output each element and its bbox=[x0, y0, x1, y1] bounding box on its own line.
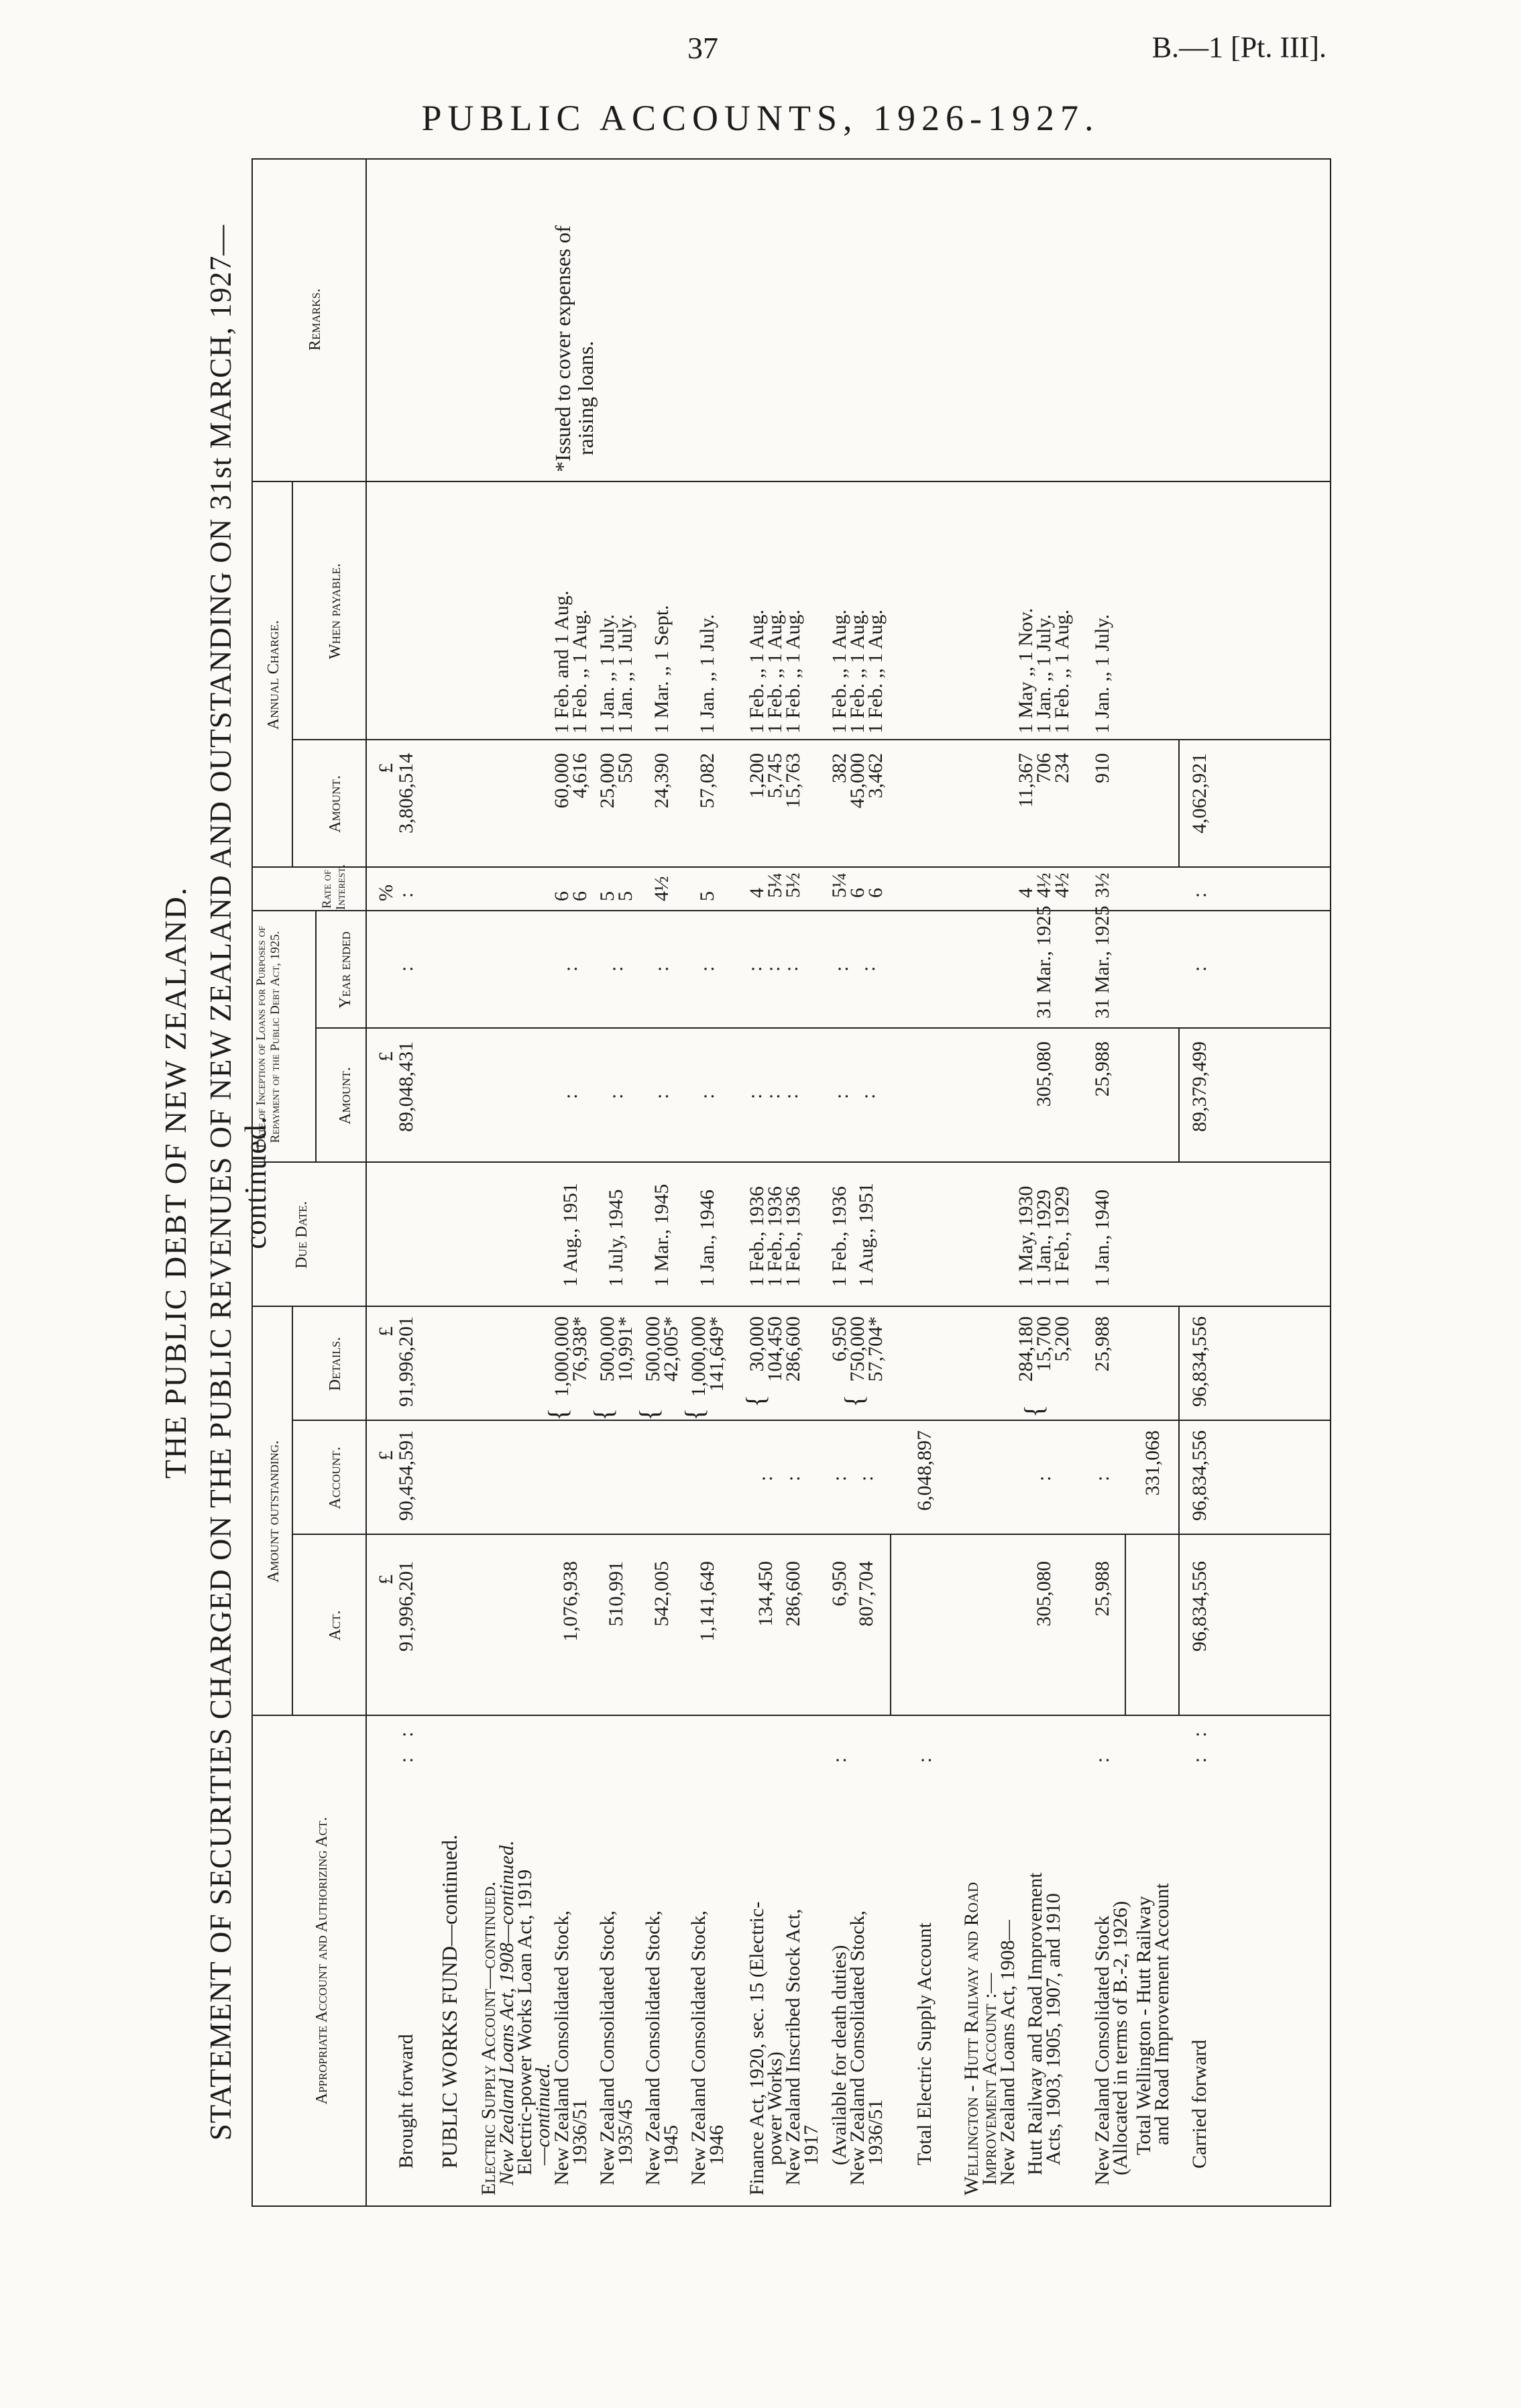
header-inception: Date of Inception of Loans for Purposes of Repayment of the Public Debt Act, 1925. bbox=[254, 925, 282, 1149]
header-due-date: Due Date. bbox=[293, 1201, 311, 1269]
bf-details: 91,996,201 bbox=[395, 1316, 417, 1407]
finance-detail: 286,600 bbox=[782, 1316, 804, 1382]
stock-inc: : bbox=[605, 1093, 627, 1099]
stock-charge: 24,390 bbox=[651, 753, 673, 809]
stock-due: 1 Jan., 1946 bbox=[696, 1190, 718, 1287]
stock-rate: 5 bbox=[596, 891, 618, 901]
finance-act: 134,450 bbox=[754, 1561, 777, 1627]
hutt-charge: 11,367 bbox=[1015, 753, 1037, 808]
death-duties-charge: 45,000 bbox=[846, 753, 868, 809]
stock-rate: 5 bbox=[696, 891, 718, 901]
consol-label: (Allocated in terms of B.-2, 1926) bbox=[1109, 1900, 1131, 2175]
hutt-charge: 706 bbox=[1033, 753, 1055, 783]
public-works-heading: PUBLIC WORKS FUND—continued. bbox=[437, 1834, 461, 2169]
hutt-when: 1 Feb. ,, 1 Aug. bbox=[1051, 609, 1073, 734]
death-duties-detail: 750,000 bbox=[846, 1316, 868, 1382]
stock-detail: 76,938* bbox=[569, 1316, 591, 1382]
hutt-detail: 5,200 bbox=[1051, 1316, 1073, 1362]
unit-act: £ bbox=[375, 1574, 397, 1585]
death-duties-charge: 3,462 bbox=[864, 753, 887, 799]
stock-label: New Zealand Consolidated Stock, bbox=[551, 1910, 573, 2185]
statement-subtitle: STATEMENT OF SECURITIES CHARGED ON THE PUBLIC REVENUES OF NEW ZEALAND AND OUTSTANDING ON 31st MARCH, 1927—continued. bbox=[204, 224, 272, 2141]
consol-label: New Zealand Consolidated Stock bbox=[1091, 1915, 1113, 2185]
header-details-col: Details. bbox=[327, 1336, 344, 1391]
finance-act: 286,600 bbox=[782, 1561, 804, 1627]
hutt-rate: 4½ bbox=[1051, 872, 1073, 898]
epw-cont: —continued. bbox=[532, 2063, 554, 2165]
inscribed-stock-label: 1917 bbox=[800, 2125, 822, 2165]
rotated-statement bbox=[151, 158, 1331, 2207]
bf-inc-amount: 89,048,431 bbox=[395, 1041, 417, 1132]
header-charge-amount: Amount. bbox=[327, 775, 344, 833]
finance-due: 1 Feb., 1936 bbox=[764, 1186, 786, 1287]
death-duties-rate: 6 bbox=[864, 888, 887, 898]
death-duties-due: 1 Aug., 1951 bbox=[855, 1182, 877, 1287]
stock-rate: 6 bbox=[569, 891, 591, 901]
hutt-due: 1 May, 1930 bbox=[1015, 1186, 1037, 1287]
unit-details: £ bbox=[375, 1326, 397, 1336]
stock-charge: 25,000 bbox=[596, 753, 618, 809]
stock-act: 1,076,938 bbox=[559, 1561, 581, 1642]
death-duties-rate: 6 bbox=[846, 888, 868, 898]
cf-details: 96,834,556 bbox=[1188, 1316, 1210, 1407]
consol-inc-year: 31 Mar., 1925 bbox=[1091, 905, 1113, 1019]
consol-when: 1 Jan. ,, 1 July. bbox=[1091, 614, 1113, 734]
total-electric-account: 6,048,897 bbox=[913, 1430, 936, 1511]
stock-charge: 4,616 bbox=[569, 753, 591, 799]
stock-charge: 550 bbox=[614, 753, 636, 783]
hutt-detail: 284,180 bbox=[1015, 1316, 1037, 1382]
unit-rate: % bbox=[375, 884, 397, 901]
carried-forward-label: Carried forward bbox=[1188, 2039, 1210, 2169]
stock-charge: 57,082 bbox=[696, 753, 718, 809]
stock-detail: 500,000 bbox=[596, 1316, 618, 1382]
finance-due: 1 Feb., 1936 bbox=[746, 1186, 768, 1287]
bf-rate: : bbox=[395, 892, 417, 898]
stock-label: New Zealand Consolidated Stock, bbox=[596, 1910, 618, 2185]
sheet-code: B.—1 [Pt. III]. bbox=[1151, 31, 1327, 64]
hutt-act: 305,080 bbox=[1033, 1561, 1055, 1627]
stock-year: 1946 bbox=[706, 2125, 728, 2165]
death-duties-when: 1 Feb. ,, 1 Aug. bbox=[864, 609, 887, 734]
finance-charge: 15,763 bbox=[782, 753, 804, 809]
bf-charge: 3,806,514 bbox=[395, 753, 417, 834]
remarks-note: *Issued to cover expenses of bbox=[551, 225, 575, 472]
consol-inc-amount: 25,988 bbox=[1091, 1041, 1113, 1097]
death-duties-detail: 6,950 bbox=[828, 1316, 850, 1362]
header-act-col: Act. bbox=[327, 1610, 344, 1641]
stock-when: 1 Jan. ,, 1 July. bbox=[596, 614, 618, 734]
stock-due: 1 Mar., 1945 bbox=[651, 1184, 673, 1287]
stock-year: 1935/45 bbox=[614, 2099, 636, 2165]
stock-year-ended: : bbox=[605, 966, 627, 972]
total-wellington-label: Total Wellington - Hutt Railway bbox=[1133, 1896, 1155, 2155]
death-duties-rate: 5¼ bbox=[828, 872, 850, 898]
epw-act: Electric-power Works Loan Act, 1919 bbox=[514, 1869, 536, 2175]
finance-charge: 5,745 bbox=[764, 753, 786, 799]
cf-inc-year: : bbox=[1188, 966, 1210, 972]
remarks-note: raising loans. bbox=[573, 341, 598, 455]
consol-act: 25,988 bbox=[1091, 1561, 1113, 1617]
hutt-rate: 4½ bbox=[1033, 872, 1055, 898]
finance-rate: 5¼ bbox=[764, 872, 786, 898]
stock-due: 1 Aug., 1951 bbox=[559, 1182, 581, 1287]
death-duties-label: (Available for death duties) bbox=[828, 1945, 850, 2165]
finance-when: 1 Feb. ,, 1 Aug. bbox=[782, 609, 804, 734]
stock-charge: 60,000 bbox=[551, 753, 573, 809]
cf-account: 96,834,556 bbox=[1188, 1430, 1210, 1521]
finance-rate: 5½ bbox=[782, 872, 804, 898]
stock-when: 1 Feb. ,, 1 Aug. bbox=[569, 609, 591, 734]
wellington-heading: Improvement Account :— bbox=[978, 1973, 1001, 2185]
page-heading: PUBLIC ACCOUNTS, 1926-1927. bbox=[421, 98, 1100, 138]
hutt-when: 1 Jan. ,, 1 July. bbox=[1033, 614, 1055, 734]
stock-year-ended: : bbox=[559, 966, 581, 972]
bf-inc-year: : bbox=[395, 966, 417, 972]
death-duties-year: 1936/51 bbox=[864, 2099, 887, 2165]
hutt-charge: 234 bbox=[1051, 753, 1073, 783]
finance-charge: 1,200 bbox=[746, 753, 768, 799]
consol-charge: 910 bbox=[1091, 753, 1113, 783]
stock-rate: 6 bbox=[551, 891, 573, 901]
header-rate: Rate of Interest. bbox=[320, 864, 348, 910]
hutt-due: 1 Feb., 1929 bbox=[1051, 1186, 1073, 1287]
stock-act: 542,005 bbox=[651, 1561, 673, 1627]
death-duties-when: 1 Feb. ,, 1 Aug. bbox=[846, 609, 868, 734]
cf-rate: : bbox=[1188, 892, 1210, 898]
header-act: Appropriate Account and Authorizing Act. bbox=[313, 1817, 331, 2105]
stock-year: 1945 bbox=[660, 2125, 682, 2165]
stock-detail: 10,991* bbox=[614, 1316, 636, 1382]
finance-due: 1 Feb., 1936 bbox=[782, 1186, 804, 1287]
total-wellington-account: 331,068 bbox=[1141, 1430, 1164, 1496]
stock-year-ended: : bbox=[651, 966, 673, 972]
stock-when: 1 Mar. ,, 1 Sept. bbox=[651, 605, 673, 734]
hutt-when: 1 May ,, 1 Nov. bbox=[1015, 608, 1037, 734]
finance-act-label: power Works) bbox=[764, 2051, 786, 2165]
death-duties-detail: 57,704* bbox=[864, 1316, 887, 1382]
stock-label: New Zealand Consolidated Stock, bbox=[687, 1910, 710, 2185]
death-duties-stock: New Zealand Consolidated Stock, bbox=[846, 1910, 868, 2185]
header-inception-year: Year ended bbox=[337, 931, 354, 1009]
stock-when: 1 Jan. ,, 1 July. bbox=[696, 614, 718, 734]
finance-when: 1 Feb. ,, 1 Aug. bbox=[746, 609, 768, 734]
header-inception-amount: Amount. bbox=[337, 1067, 354, 1125]
cf-charge: 4,062,921 bbox=[1188, 753, 1210, 834]
stock-detail: 1,000,000 bbox=[551, 1316, 573, 1397]
hutt-inc-year: 31 Mar., 1925 bbox=[1033, 905, 1055, 1019]
stock-detail: 1,000,000 bbox=[687, 1316, 710, 1397]
finance-detail: 30,000 bbox=[746, 1316, 768, 1372]
wellington-heading: Wellington - Hutt Railway and Road bbox=[960, 1882, 982, 2195]
stock-year: 1936/51 bbox=[569, 2099, 591, 2165]
stock-when: 1 Jan. ,, 1 July. bbox=[614, 614, 636, 734]
debt-table: Appropriate Account and Authorizing Act. Amount outstanding. Act. Account. Details. Due Date. Date of Inception of Loans for Purposes of Repayment of the Public Debt Act, 1925. Amount. Year ended Rate of Interest. Annual Charge. Amount. When payable. Remarks. £ £ £ £ % £ Brought forward : : 91,996,201 90,454,591 91,996,201 89,048,431 : : 3,806,514 PUBLIC WORKS FUND—continued. Electric Supply Account—continued. New Zealand Loans Act, 1908—continued. Electric-power Works Loan Act, 1919 —continued. New Zealand Consolidated Stock, 1936/51 1,076,938 1,000,000 76,938* 1 Aug., 1951 : : 6 6 60,000 4,616 1 Feb. and 1 Aug. 1 Feb. ,, 1 Aug. New Zealand Consolidated Stock, 1935/45 510,991 500,000 10,991* 1 July, 1945 : : 5 5 25,000 550 1 Jan. ,, 1 July. 1 Jan. ,, 1 July. New Zealand Consolidated Stock, 1945 542,005 500,000 42,005* 1 Mar., 1945 : : 4½ 24,390 1 Mar. ,, 1 Sept. New Zealand Consolidated Stock, 1946 1,141,649 1,000,000 141,649* 1 Jan., 1946 : : 5 57,082 1 Jan. ,, 1 July. { { { { Finance Act, 1920, sec. 15 (Electric- power Works) New Zealand Inscribed Stock Act, 1917 134,450 286,600 : : 30,000 104,450 286,600 1 Feb., 1936 1 Feb., 1936 1 Feb., 1936 : : : : : : 4 5¼ 5½ 1,200 5,745 15,763 1 Feb. ,, 1 Aug. 1 Feb. ,, 1 Aug. 1 Feb. ,, 1 Aug. { (Available for death duties) New Zealand Consolidated Stock, 1936/51 : 6,950 807,704 : : 6,950 750,000 57,704* 1 Feb., 1936 1 Aug., 1951 : : : : 5¼ 6 6 382 45,000 3,462 1 Feb. ,, 1 Aug. 1 Feb. ,, 1 Aug. 1 Feb. ,, 1 Aug. { Total Electric Supply Account : 6,048,897 Wellington - Hutt Railway and Road Improvement Account :— New Zealand Loans Act, 1908— Hutt Railway and Road Improvement Acts, 1903, 1905, 1907, and 1910 305,080 : { 284,180 15,700 5,200 1 May, 1930 1 Jan., 1929 1 Feb., 1929 305,080 31 Mar., 1925 4 4½ 4½ 11,367 706 234 1 May ,, 1 Nov. 1 Jan. ,, 1 July. 1 Feb. ,, 1 Aug. New Zealand Consolidated Stock (Allocated in terms of B.-2, 1926) : 25,988 : 25,988 1 Jan., 1940 25,988 31 Mar., 1925 3½ 910 1 Jan. ,, 1 July. Total Wellington - Hutt Railway and Road Improvement Account 331,068 Carried forward : : 96,834,556 96,834,556 96,834,556 89,379,499 : : 4,062,921 *Issued to cover expenses of raising loans. bbox=[251, 158, 1331, 2207]
bf-account: 90,454,591 bbox=[395, 1430, 417, 1521]
hutt-label: Hutt Railway and Road Improvement bbox=[1024, 1872, 1046, 2175]
hutt-label: Acts, 1903, 1905, 1907, and 1910 bbox=[1042, 1893, 1064, 2165]
hutt-rate: 4 bbox=[1015, 888, 1037, 898]
inscribed-stock-label: New Zealand Inscribed Stock Act, bbox=[782, 1908, 804, 2185]
page-number: 37 bbox=[687, 31, 718, 65]
unit-charge: £ bbox=[375, 763, 397, 773]
death-duties-when: 1 Feb. ,, 1 Aug. bbox=[828, 609, 850, 734]
cf-act: 96,834,556 bbox=[1188, 1561, 1210, 1652]
hutt-inc-amount: 305,080 bbox=[1033, 1041, 1055, 1107]
header-remarks: Remarks. bbox=[306, 288, 324, 351]
consol-rate: 3½ bbox=[1091, 872, 1113, 898]
cf-inc-amount: 89,379,499 bbox=[1188, 1041, 1210, 1132]
stock-inc: : bbox=[651, 1093, 673, 1099]
stock-when: 1 Feb. and 1 Aug. bbox=[551, 590, 573, 734]
statement-title: THE PUBLIC DEBT OF NEW ZEALAND. bbox=[158, 886, 192, 1479]
unit-account: £ bbox=[375, 1450, 397, 1460]
stock-due: 1 July, 1945 bbox=[605, 1189, 627, 1287]
header-annual-charge: Annual Charge. bbox=[265, 620, 282, 730]
bf-act: 91,996,201 bbox=[395, 1561, 417, 1652]
stock-rate: 5 bbox=[614, 891, 636, 901]
wellington-act: New Zealand Loans Act, 1908— bbox=[997, 1920, 1019, 2185]
total-electric-label: Total Electric Supply Account bbox=[913, 1923, 936, 2165]
death-duties-act: 6,950 bbox=[828, 1561, 850, 1607]
death-duties-due: 1 Feb., 1936 bbox=[828, 1186, 850, 1287]
stock-act: 510,991 bbox=[605, 1561, 627, 1627]
stock-year-ended: : bbox=[696, 966, 718, 972]
hutt-due: 1 Jan., 1929 bbox=[1033, 1190, 1055, 1287]
stock-inc: : bbox=[696, 1093, 718, 1099]
consol-due: 1 Jan., 1940 bbox=[1091, 1190, 1113, 1287]
stock-detail: 500,000 bbox=[642, 1316, 664, 1382]
stock-label: New Zealand Consolidated Stock, bbox=[642, 1910, 664, 2185]
finance-detail: 104,450 bbox=[764, 1316, 786, 1382]
stock-inc: : bbox=[559, 1093, 581, 1099]
brought-forward-label: Brought forward bbox=[395, 2034, 417, 2169]
finance-when: 1 Feb. ,, 1 Aug. bbox=[764, 609, 786, 734]
nz-loans-act: New Zealand Loans Act, 1908—continued. bbox=[496, 1840, 518, 2185]
finance-rate: 4 bbox=[746, 888, 768, 898]
header-when-payable: When payable. bbox=[327, 563, 344, 659]
hutt-detail: 15,700 bbox=[1033, 1316, 1055, 1372]
stock-rate: 4½ bbox=[651, 876, 673, 901]
stock-detail: 42,005* bbox=[660, 1316, 682, 1382]
stock-detail: 141,649* bbox=[706, 1316, 728, 1392]
total-wellington-label: and Road Improvement Account bbox=[1151, 1883, 1173, 2145]
unit-inception: £ bbox=[375, 1051, 397, 1062]
header-account-col: Account. bbox=[327, 1446, 344, 1509]
death-duties-charge: 382 bbox=[828, 753, 850, 783]
death-duties-act: 807,704 bbox=[855, 1561, 877, 1627]
finance-act-label: Finance Act, 1920, sec. 15 (Electric- bbox=[746, 1901, 768, 2195]
consol-detail: 25,988 bbox=[1091, 1316, 1113, 1372]
electric-heading: Electric Supply Account—continued. bbox=[477, 1881, 500, 2195]
header-amount-outstanding: Amount outstanding. bbox=[265, 1440, 282, 1583]
stock-act: 1,141,649 bbox=[696, 1561, 718, 1642]
